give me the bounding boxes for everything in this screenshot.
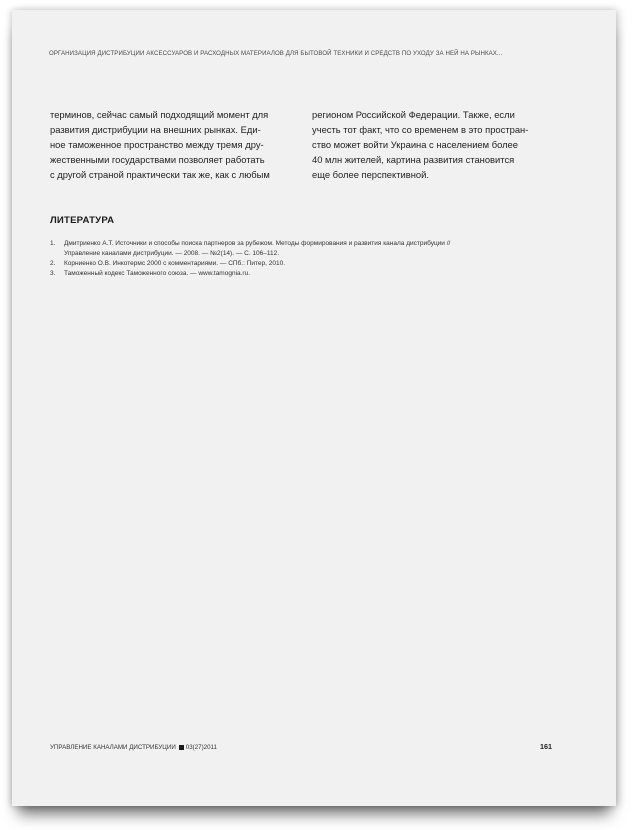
reference-number: 2. — [50, 260, 56, 267]
body-line: ство может войти Украина с населением более — [312, 139, 518, 150]
issue-number: 03(27)2011 — [185, 744, 217, 751]
body-line: жественными государствами позволяет работать — [50, 154, 265, 165]
body-line: ное таможенное пространство между тремя дру- — [50, 139, 264, 150]
reference-item — [50, 239, 590, 259]
body-line: 40 млн жителей, картина развития становится — [312, 154, 515, 165]
body-line: регионом Российской Федерации. Также, если — [312, 109, 515, 120]
body-line: с другой страной практически так же, как с любым — [50, 169, 270, 180]
body-line: еще более перспективной. — [312, 169, 429, 180]
body-line: учесть тот факт, что со временем в это простран- — [312, 124, 529, 135]
body-right-column — [312, 107, 562, 182]
references-list — [50, 239, 590, 279]
page-number: 161 — [540, 742, 552, 751]
reference-text: Таможенный кодекс Таможенного союза. — www.tamognia.ru. — [64, 270, 251, 277]
body-line: развития дистрибуции на внешних рынках. Еди- — [50, 124, 261, 135]
reference-item — [50, 259, 590, 269]
document-page — [12, 10, 616, 806]
reference-text: Дмитриенко А.Т. Источники и способы поиска партнеров за рубежом. Методы формирования и развития канала дистрибуции // — [64, 240, 451, 247]
body-left-column — [50, 107, 300, 182]
reference-text: Управление каналами дистрибуции. — 2008. — №2(14). — С. 106–112. — [64, 250, 280, 257]
journal-title: УПРАВЛЕНИЕ КАНАЛАМИ ДИСТРИБУЦИИ — [50, 744, 176, 751]
reference-text: Корниенко О.В. Инкотермс 2000 с комментариями. — СПб.: Питер, 2010. — [64, 260, 286, 267]
reference-number: 1. — [50, 240, 56, 247]
body-line: терминов, сейчас самый подходящий момент для — [50, 109, 269, 120]
black-square-icon — [179, 745, 184, 750]
running-header: ОРГАНИЗАЦИЯ ДИСТРИБУЦИИ АКСЕССУАРОВ И РАСХОДНЫХ МАТЕРИАЛОВ ДЛЯ БЫТОВОЙ ТЕХНИКИ И СРЕДСТВ ПО УХОДУ ЗА НЕЙ НА РЫНКАХ... — [49, 50, 503, 57]
footer-journal — [50, 744, 217, 751]
references-heading: ЛИТЕРАТУРА — [50, 215, 115, 226]
reference-number: 3. — [50, 270, 56, 277]
reference-item — [50, 269, 590, 279]
